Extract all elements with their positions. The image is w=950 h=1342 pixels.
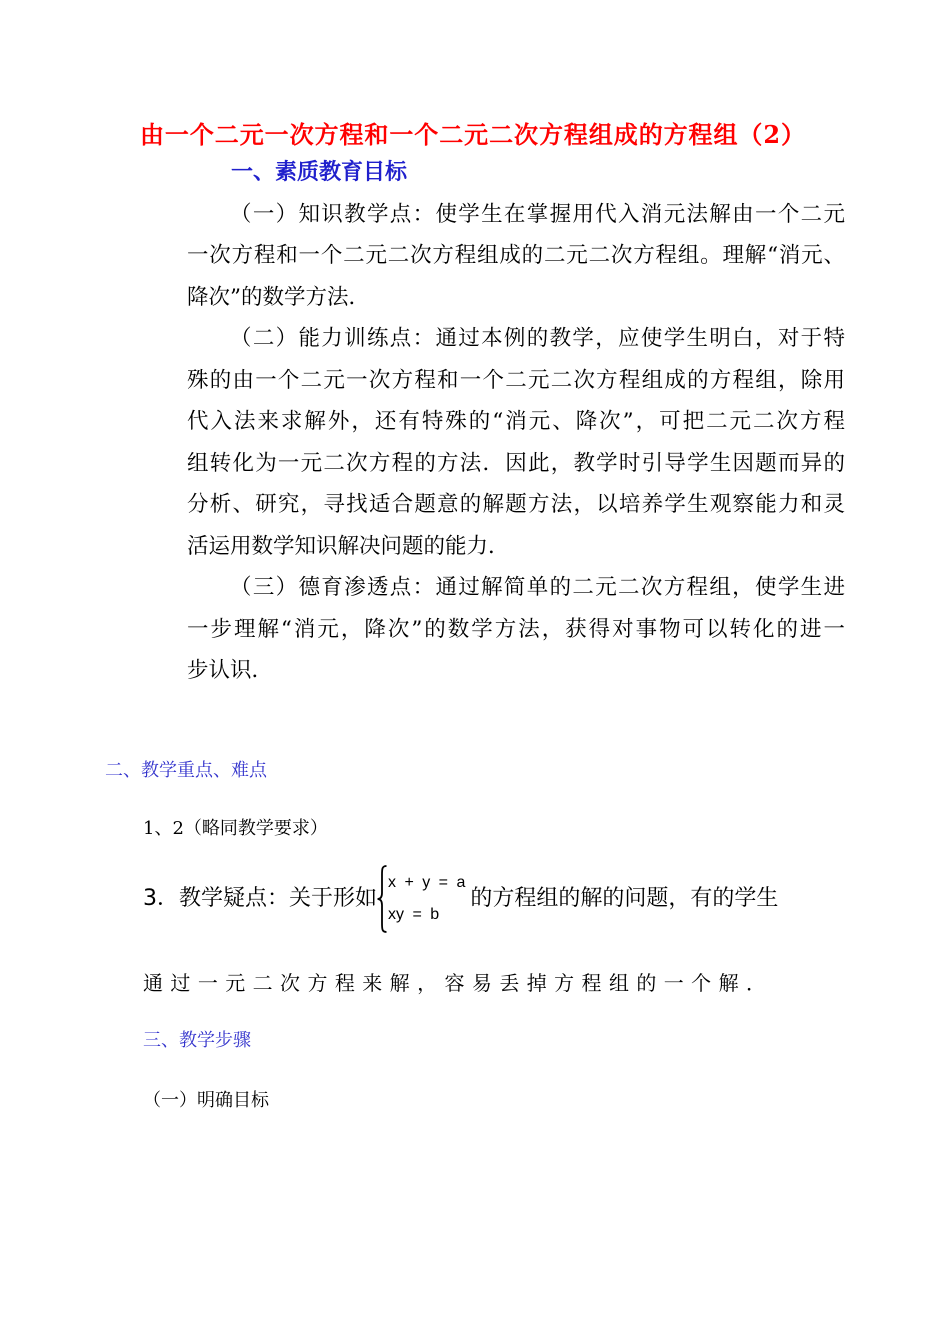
teaching-doubt-item [143, 865, 778, 933]
teaching-doubt-suffix: 的方程组的解的问题，有的学生 [470, 886, 779, 911]
teaching-doubt-continuation: 通过一元二次方程来解，容易丢掉方程组的一个解． [143, 971, 766, 995]
paragraph-line: 殊的由一个二元一次方程和一个二元二次方程组成的方程组，除用 [187, 367, 845, 393]
teaching-doubt-prefix: 3．教学疑点：关于形如 [143, 886, 377, 911]
step-define-goals: （一）明确目标 [143, 1090, 269, 1111]
equation-line: x + y = a [388, 874, 466, 891]
section3-heading: 三、教学步骤 [143, 1030, 251, 1051]
paragraph-line: （二）能力训练点：通过本例的教学，应使学生明白，对于特 [230, 326, 845, 351]
paragraph-line: 分析、研究，寻找适合题意的解题方法，以培养学生观察能力和灵 [187, 492, 845, 517]
document-title: 由一个二元一次方程和一个二元二次方程组成的方程组（2） [140, 120, 805, 149]
paragraph-knowledge-points [187, 194, 845, 319]
paragraph-line: 一次方程和一个二元二次方程组成的二元二次方程组。理解“消元、 [187, 243, 845, 268]
equation-line: xy = b [388, 906, 440, 923]
section-quality-education-goals [187, 152, 845, 692]
paragraph-moral-education [187, 567, 845, 692]
paragraph-line: （三）德育渗透点：通过解简单的二元二次方程组，使学生进 [230, 575, 845, 600]
paragraph-line: 一步理解“消元，降次”的数学方法，获得对事物可以转化的进一 [187, 616, 845, 642]
equation-system [388, 867, 465, 931]
paragraph-ability-training [187, 318, 845, 567]
section1-heading: 一、素质教育目标 [231, 160, 408, 185]
key-points-item: 1、2（略同教学要求） [143, 818, 328, 839]
paragraph-line: 代入法来求解外，还有特殊的“消元、降次”，可把二元二次方程 [187, 409, 845, 434]
paragraph-line: 活运用数学知识解决问题的能力． [187, 533, 510, 559]
paragraph-line: 步认识． [187, 658, 274, 683]
paragraph-line: （一）知识教学点：使学生在掌握用代入消元法解由一个二元 [230, 201, 845, 227]
section2-heading: 二、教学重点、难点 [105, 760, 267, 781]
paragraph-line: 组转化为一元二次方程的方法．因此，教学时引导学生因题而异的 [187, 450, 845, 476]
equation-brace [377, 865, 387, 933]
paragraph-line: 降次”的数学方法． [187, 284, 370, 310]
